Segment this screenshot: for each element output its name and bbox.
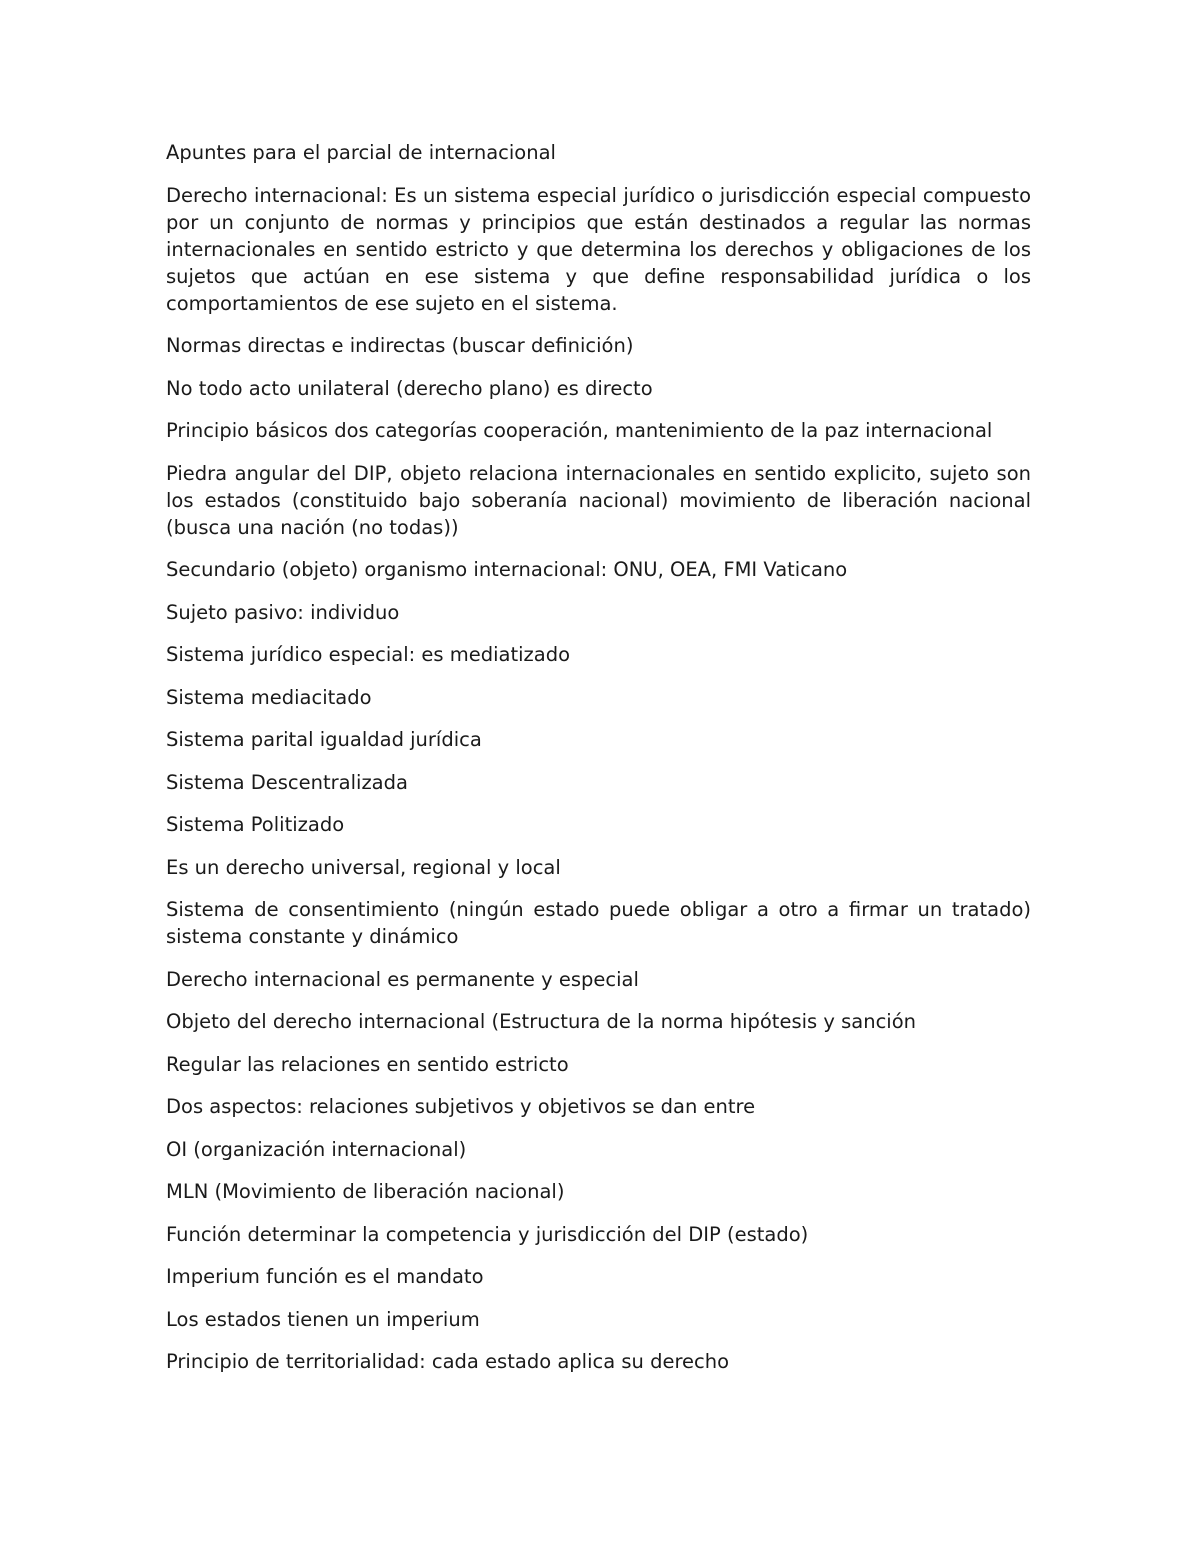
paragraph: Piedra angular del DIP, objeto relaciona internacionales en sentido explicito, sujeto son los estados (constituido bajo soberanía nacional) movimiento de liberación nacional (busca una nación (no todas)) bbox=[166, 461, 1031, 539]
paragraph: Regular las relaciones en sentido estricto bbox=[166, 1052, 569, 1076]
paragraph: Sistema de consentimiento (ningún estado puede obligar a otro a firmar un tratado) sistema constante y dinámico bbox=[166, 898, 1031, 948]
paragraph: Dos aspectos: relaciones subjetivos y objetivos se dan entre bbox=[166, 1095, 756, 1118]
document-title: Apuntes para el parcial de internacional bbox=[166, 141, 556, 164]
paragraph: Es un derecho universal, regional y local bbox=[166, 855, 561, 879]
paragraph: Principio básicos dos categorías cooperación, mantenimiento de la paz internacional bbox=[166, 419, 993, 442]
paragraph-definition: Derecho internacional: Es un sistema especial jurídico o jurisdicción especial compuesto por un conjunto de normas y principios que están destinados a regular las normas internacionales en sentido estricto y que determina los derechos y obligaciones de los sujetos que actúan en ese sistema y que define responsabilidad jurídica o los comportamientos de ese sujeto en el sistema. bbox=[166, 183, 1031, 315]
paragraph: Imperium función es el mandato bbox=[166, 1265, 484, 1288]
document-page bbox=[166, 139, 1031, 1391]
paragraph: Sujeto pasivo: individuo bbox=[166, 600, 400, 624]
paragraph: OI (organización internacional) bbox=[166, 1137, 467, 1161]
paragraph: Sistema mediacitado bbox=[166, 685, 372, 709]
paragraph: Secundario (objeto) organismo internacional: ONU, OEA, FMI Vaticano bbox=[166, 558, 848, 581]
paragraph: Función determinar la competencia y jurisdicción del DIP (estado) bbox=[166, 1222, 809, 1246]
paragraph: MLN (Movimiento de liberación nacional) bbox=[166, 1180, 565, 1203]
paragraph: Sistema jurídico especial: es mediatizado bbox=[166, 643, 571, 666]
paragraph: Sistema parital igualdad jurídica bbox=[166, 728, 482, 751]
paragraph: Sistema Politizado bbox=[166, 813, 345, 836]
paragraph: Objeto del derecho internacional (Estructura de la norma hipótesis y sanción bbox=[166, 1010, 917, 1033]
paragraph: Principio de territorialidad: cada estado aplica su derecho bbox=[166, 1350, 730, 1373]
paragraph: Derecho internacional es permanente y especial bbox=[166, 967, 639, 991]
paragraph: Normas directas e indirectas (buscar definición) bbox=[166, 334, 634, 357]
paragraph: Los estados tienen un imperium bbox=[166, 1307, 480, 1331]
paragraph: No todo acto unilateral (derecho plano) es directo bbox=[166, 376, 653, 400]
paragraph: Sistema Descentralizada bbox=[166, 770, 408, 794]
